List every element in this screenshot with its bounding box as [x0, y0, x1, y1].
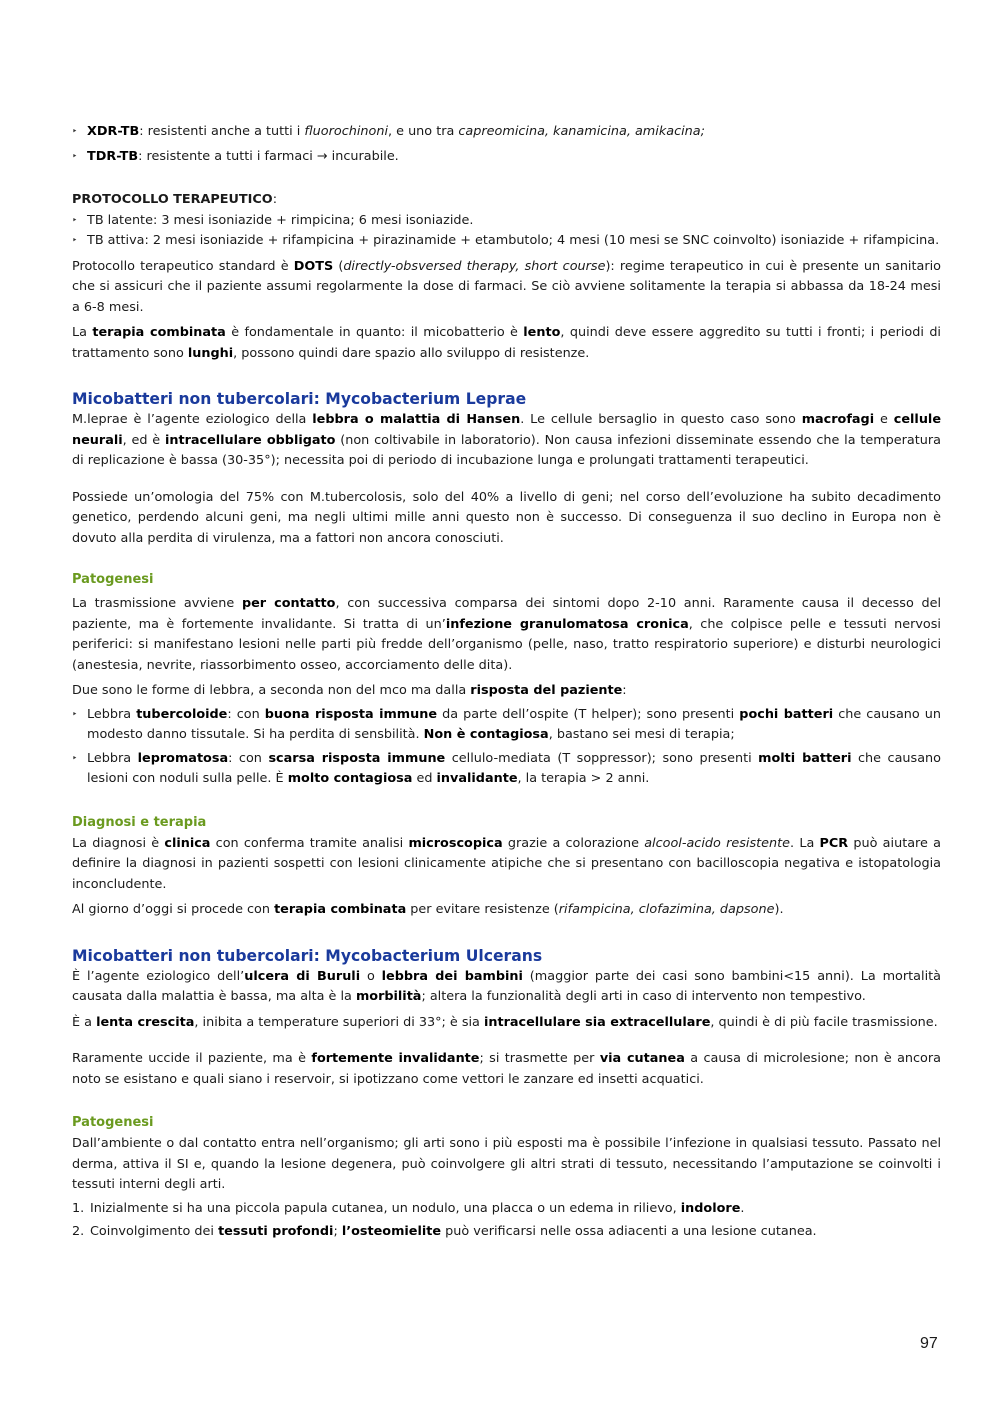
section-heading-leprae: Micobatteri non tubercolari: Mycobacterium Leprae [72, 390, 527, 408]
ulcerans-stages-list [72, 1199, 941, 1243]
leprosy-forms-list [72, 705, 941, 790]
leprae-forms-intro: Due sono le forme di lebbra, a seconda non del mco ma dalla risposta del paziente: [72, 683, 627, 698]
protocol-heading: PROTOCOLLO TERAPEUTICO: [72, 192, 277, 207]
list-item: ‣ TB latente: 3 mesi isoniazide + rimpicina; 6 mesi isoniazide. [72, 211, 941, 232]
leprae-diagnosis-paragraph-1: La diagnosi è clinica con conferma tramite analisi microscopica grazie a colorazione alcool-acido resistente. La PCR può aiutare a definire la diagnosi in pazienti sospetti con lesioni clinicamente atipiche che si presentano con bacilloscopia negativa e istopatologia inconcludente. [72, 835, 941, 892]
triangle-bullet-icon: ‣ [72, 215, 78, 226]
list-item: ‣ TB attiva: 2 mesi isoniazide + rifampicina + pirazinamide + etambutolo; 4 mesi (10 mesi se SNC coinvolto) isoniazide + rifampicina. [72, 231, 941, 252]
list-item: ‣ XDR-TB: resistenti anche a tutti i fluorochinoni, e uno tra capreomicina, kanamicina, amikacina; [72, 122, 941, 143]
leprae-diagnosis-paragraph-2: Al giorno d’oggi si procede con terapia combinata per evitare resistenze (rifampicina, clofazimina, dapsone). [72, 902, 784, 917]
list-item: ‣ TDR-TB: resistente a tutti i farmaci → incurabile. [72, 147, 941, 168]
page-number: 97 [920, 1335, 938, 1352]
triangle-bullet-icon: ‣ [72, 127, 78, 137]
subheading-leprae-pathogenesis: Patogenesi [72, 572, 154, 587]
protocol-list [72, 211, 941, 252]
list-item: ‣ Lebbra lepromatosa: con scarsa risposta immune cellulo-mediata (T soppressor); sono presenti molti batteri che causano lesioni con noduli sulla pelle. È molto contagiosa ed invalidante, la terapia > 2 anni. [72, 750, 941, 786]
triangle-bullet-icon: ‣ [72, 151, 78, 162]
list-item: ‣ Lebbra tubercoloide: con buona risposta immune da parte dell’ospite (T helper); sono presenti pochi batteri che causano un modesto danno tissutale. Si ha perdita di sensbilità. Non è contagiosa, bastano sei mesi di terapia; [72, 706, 941, 742]
ulcerans-paragraph-3: Raramente uccide il paziente, ma è fortemente invalidante; si trasmette per via cutanea a causa di microlesione; non è ancora noto se esistano e quali siano i reservoir, si ipotizzano come vettori le zanzare ed insetti acquatici. [72, 1051, 941, 1087]
triangle-bullet-icon: ‣ [72, 753, 78, 764]
leprae-pathogenesis-paragraph-1: La trasmissione avviene per contatto, con successiva comparsa dei sintomi dopo 2-10 anni. Raramente causa il decesso del paziente, ma è fortemente invalidante. Si tratta di un’infezione granulomatosa cronica, che colpisce pelle e tessuti nervosi periferici: si manifestano lesioni nelle parti più fredde dell’organismo (pelle, naso, tratto respiratorio superiore) e disturbi neurologici (anestesia, nevrite, riassorbimento osseo, accorciamento delle dita). [72, 596, 942, 673]
section-heading-ulcerans: Micobatteri non tubercolari: Mycobacterium Ulcerans [72, 946, 543, 965]
dots-paragraph: Protocollo terapeutico standard è DOTS (directly-obsversed therapy, short course): regime terapeutico in cui è presente un sanitario che si assicuri che il paziente assumi regolarmente la dose di farmaci. Se ciò avviene solitamente la terapia si abbassa da 18-24 mesi a 6-8 mesi. [72, 258, 941, 315]
page-content [72, 122, 941, 1243]
combined-therapy-paragraph: La terapia combinata è fondamentale in quanto: il micobatterio è lento, quindi deve essere aggredito su tutti i fronti; i periodi di trattamento sono lunghi, possono quindi dare spazio allo sviluppo di resistenze. [72, 325, 941, 361]
leprae-paragraph-2: Possiede un’omologia del 75% con M.tubercolosis, solo del 40% a livello di geni; nel corso dell’evoluzione ha subito decadimento genetico, perdendo alcuni geni, ma negli ultimi mille anni questo non è successo. Di conseguenza il suo declino in Europa non è dovuto alla perdita di virulenza, ma a fattori non ancora conosciuti. [72, 489, 941, 546]
list-item: 1. Inizialmente si ha una piccola papula cutanea, un nodulo, una placca o un edema in rilievo, indolore. [72, 1200, 745, 1216]
ulcerans-pathogenesis-paragraph: Dall’ambiente o dal contatto entra nell’organismo; gli arti sono i più esposti ma è possibile l’infezione in qualsiasi tessuto. Passato nel derma, attiva il SI e, quando la lesione degenera, può coinvolgere gli altri strati di tessuto, necessitando l’amputazione se coinvolti i tessuti interni degli arti. [72, 1136, 941, 1192]
triangle-bullet-icon: ‣ [72, 236, 78, 246]
triangle-bullet-icon: ‣ [72, 709, 78, 720]
ulcerans-paragraph-1: È l’agente eziologico dell’ulcera di Buruli o lebbra dei bambini (maggior parte dei casi sono bambini<15 anni). La mortalità causata dalla malattia è bassa, ma alta è la morbilità; altera la funzionalità degli arti in caso di intervento non tempestivo. [72, 968, 941, 1004]
leprae-paragraph-1: M.leprae è l’agente eziologico della lebbra o malattia di Hansen. Le cellule bersaglio in questo caso sono macrofagi e cellule neurali, ed è intracellulare obbligato (non coltivabile in laboratorio). Non causa infezioni disseminate essendo che la temperatura di replicazione è bassa (30-35°); necessita poi di periodo di incubazione lunga e prolungati trattamenti terapeutici. [72, 412, 942, 468]
list-item: 2. Coinvolgimento dei tessuti profondi; l’osteomielite può verificarsi nelle ossa adiacenti a una lesione cutanea. [72, 1224, 817, 1239]
resistance-list [72, 122, 941, 167]
subheading-leprae-diagnosis: Diagnosi e terapia [72, 814, 207, 830]
ulcerans-paragraph-2: È a lenta crescita, inibita a temperature superiori di 33°; è sia intracellulare sia extracellulare, quindi è di più facile trasmissione. [72, 1014, 938, 1030]
subheading-ulcerans-pathogenesis: Patogenesi [72, 1115, 154, 1130]
